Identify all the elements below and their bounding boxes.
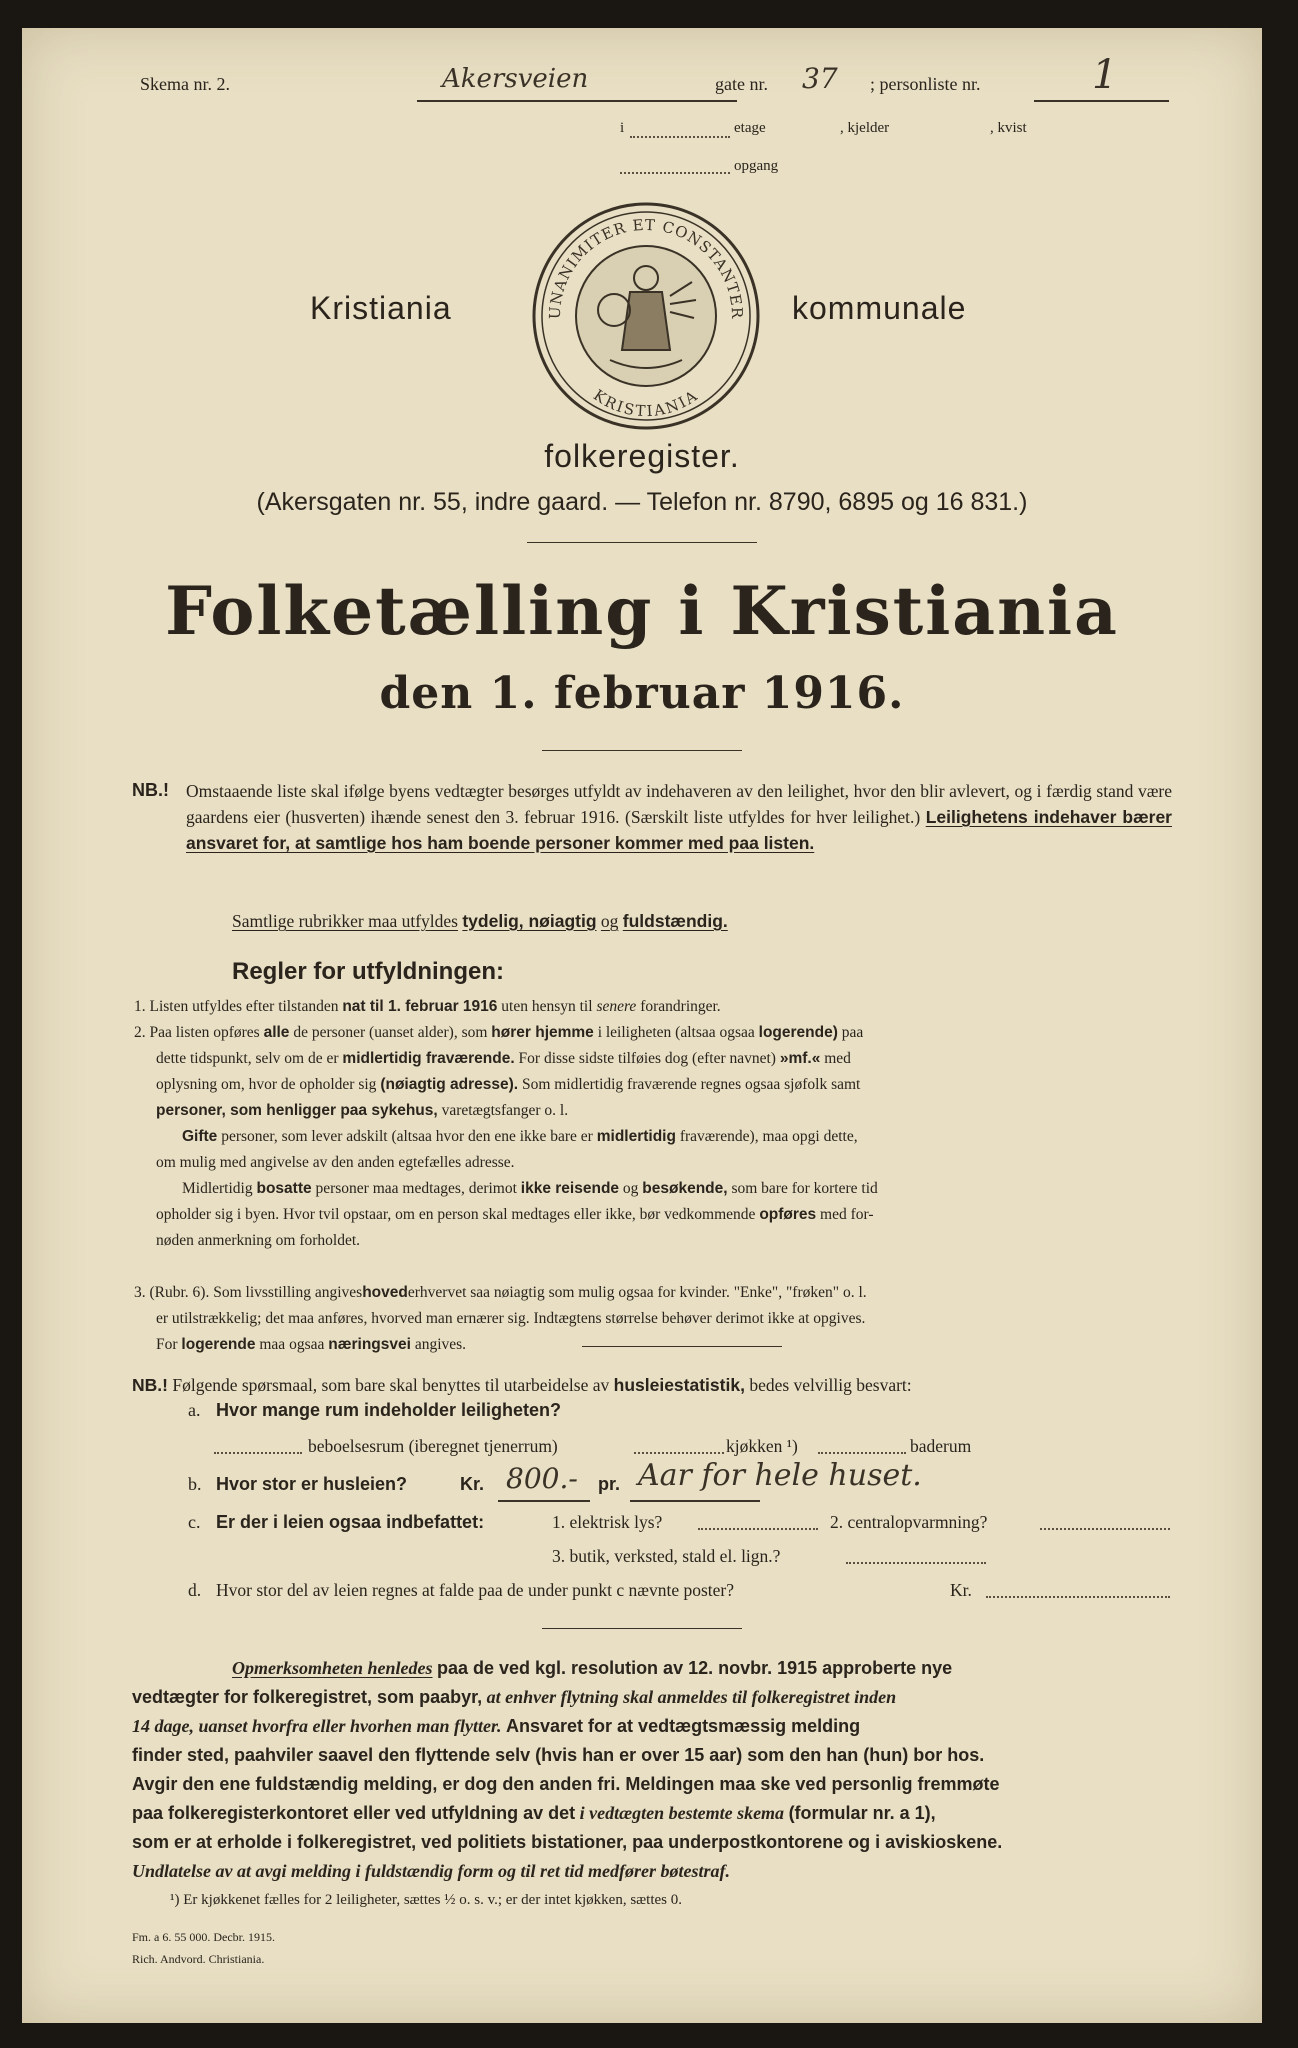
qb-value: 800.- — [506, 1462, 578, 1495]
i-label: i — [620, 120, 625, 136]
qa-kjokken: kjøkken ¹) — [726, 1436, 798, 1456]
etage-label: etage — [734, 120, 766, 136]
qb-text: Hvor stor er husleien? — [216, 1474, 408, 1494]
personliste-label: ; personliste nr. — [870, 74, 981, 94]
notice-l1: paa de ved kgl. resolution av 12. novbr. 1915 approberte nye — [437, 1658, 953, 1678]
rule-2-l1c: de personer (uanset alder), som — [293, 1024, 488, 1041]
notice-l8: Undlatelse av at avgi melding i fuldstændig form og til ret tid medfører bøtestraf. — [132, 1861, 730, 1881]
svg-text:UNANIMITER ET CONSTANTER: UNANIMITER ET CONSTANTER — [545, 215, 747, 320]
divider-nb2 — [542, 1628, 742, 1629]
kristiania-label: Kristiania — [310, 290, 452, 326]
qc-1: 1. elektrisk lys? — [552, 1512, 663, 1532]
rule-3-l3c: maa ogsaa — [259, 1336, 325, 1353]
rule-2-l1f: logerende) — [758, 1024, 838, 1041]
nb1-text: Omstaaende liste skal ifølge byens vedtægter besørges utfyldt av indehaveren av den leilighet, hvor den blir avlevert, og i færdig stand være gaardens eier (husverten) ihænde senest den 3. februar 1916. (Særskilt liste utfyldes for hver leilighet.) — [186, 781, 1172, 827]
kvist-label: , kvist — [990, 120, 1027, 136]
kommunale-label: kommunale — [792, 290, 967, 326]
rule-2-l5b: personer, som lever adskilt (altsaa hvor den ene ikke bare er — [221, 1128, 593, 1145]
qa-label: a. — [188, 1400, 201, 1420]
rule-1 — [134, 994, 1174, 1020]
rule-3-l1c: erhvervet saa nøiagtig som mulig ogsaa for kvinder. "Enke", "frøken" o. l. — [407, 1284, 867, 1301]
skema-label: Skema nr. 2. — [140, 74, 230, 94]
notice-l6c: (formular nr. a 1), — [788, 1803, 936, 1823]
qa-text: Hvor mange rum indeholder leiligheten? — [216, 1400, 562, 1420]
nb1-p2-pre: Samtlige rubrikker maa utfyldes — [232, 911, 458, 931]
divider-rules — [582, 1346, 782, 1347]
rule-2 — [134, 1020, 1174, 1254]
nb1-p2-mid: og — [600, 911, 619, 931]
rule-2-l3c: Som midlertidig fraværende regnes ogsaa sjøfolk samt — [522, 1076, 861, 1093]
qd-kr: Kr. — [950, 1580, 972, 1600]
nb1-label: NB.! — [132, 780, 169, 800]
rules-heading: Regler for utfyldningen: — [232, 958, 504, 985]
rule-2-l5d: fraværende), maa opgi dette, — [679, 1128, 858, 1145]
qa-beboelse-dots — [214, 1452, 302, 1454]
rule-2-l2d: »mf.« — [779, 1050, 821, 1067]
rule-3-l1b: hoved — [362, 1284, 408, 1301]
rule-3-l3b: logerende — [181, 1336, 256, 1353]
qc-3: 3. butik, verksted, stald el. lign.? — [552, 1546, 781, 1566]
qa-baderum: baderum — [910, 1436, 972, 1456]
rule-2-l7e: og — [622, 1180, 639, 1197]
nb2-label: NB.! — [132, 1375, 168, 1395]
qb-label: b. — [188, 1474, 202, 1494]
notice-l6b: i vedtægten bestemte skema — [579, 1803, 785, 1823]
rule-2-l4a: personer, som henligger paa sykehus, — [156, 1102, 438, 1119]
nb1-line2 — [232, 908, 1132, 934]
page-title: Folketælling i Kristiania — [165, 572, 1119, 650]
rule-1-c: uten hensyn til — [501, 998, 593, 1015]
rule-2-l3b: (nøiagtig adresse). — [380, 1076, 519, 1093]
folkeregister-label: folkeregister. — [544, 438, 740, 474]
rule-2-l2b: midlertidig fraværende. — [342, 1050, 515, 1067]
nb2-intro-b: husleiestatistik, — [613, 1375, 745, 1395]
rule-2-l1b: alle — [263, 1024, 290, 1041]
rule-2-l7g: som bare for kortere tid — [731, 1180, 878, 1197]
rule-1-num: 1. — [134, 998, 146, 1015]
notice-l5: Avgir den ene fuldstændig melding, er dog den anden fri. Meldingen maa ske ved personlig fremmøte — [132, 1774, 1000, 1794]
notice-paragraph — [132, 1654, 1177, 1886]
kjelder-label: , kjelder — [840, 120, 890, 136]
page-subtitle: den 1. februar 1916. — [379, 668, 905, 719]
gate-nr-value: 37 — [802, 62, 838, 95]
rule-2-l7b: bosatte — [256, 1180, 312, 1197]
rule-2-l8a: opholder sig i byen. Hvor tvil opstaar, om en person skal medtages eller ikke, bør vedkommende — [156, 1206, 756, 1223]
rule-2-l9: nøden anmerkning om forholdet. — [156, 1232, 361, 1249]
notice-l3a: 14 dage, uanset hvorfra eller hvorhen man flytter. — [132, 1716, 502, 1736]
rule-1-d: senere — [596, 998, 637, 1015]
rule-2-l1a: Paa listen opføres — [149, 1024, 260, 1041]
qd-dots — [986, 1596, 1170, 1598]
personliste-line — [1034, 100, 1169, 102]
qa-baderum-dots — [818, 1452, 906, 1454]
rule-2-l7a: Midlertidig — [182, 1180, 253, 1197]
opgang-dots — [620, 172, 730, 174]
qc-label: c. — [188, 1512, 201, 1532]
notice-l3b: Ansvaret for at vedtægtsmæssig melding — [506, 1716, 861, 1736]
nb1-bold-text: Leilighetens indehaver bærer ansvaret for, at samtlige hos ham boende personer kommer med paa listen. — [186, 807, 1172, 853]
rule-3-num: 3. — [134, 1284, 146, 1301]
qc-1-dots — [698, 1528, 818, 1530]
qa-beboelse: beboelsesrum (iberegnet tjenerrum) — [308, 1436, 558, 1456]
city-seal — [530, 200, 762, 432]
rule-2-l8c: med for- — [820, 1206, 874, 1223]
printer-line-1: Fm. a 6. 55 000. Decbr. 1915. — [132, 1930, 275, 1944]
gate-nr-label: gate nr. — [715, 74, 768, 94]
notice-l2a: vedtægter for folkeregistret, som paabyr, — [132, 1687, 483, 1707]
footnote: ¹) Er kjøkkenet fælles for 2 leiligheter, sættes ½ o. s. v.; er der intet kjøkken, sættes 0. — [170, 1892, 682, 1908]
qc-2-dots — [1040, 1528, 1170, 1530]
notice-l4: finder sted, paahviler saavel den flyttende selv (hvis han er over 15 aar) som den han (hun) bor hos. — [132, 1745, 985, 1765]
divider-top — [527, 542, 757, 543]
qa-kjokken-dots — [634, 1452, 724, 1454]
etage-dots — [630, 136, 730, 138]
notice-l2b: at enhver flytning skal anmeldes til folkeregistret inden — [486, 1687, 897, 1707]
notice-lead: Opmerksomheten henledes — [232, 1658, 433, 1678]
rule-1-a: Listen utfyldes efter tilstanden — [149, 998, 339, 1015]
rule-3-l3d: næringsvei — [328, 1336, 411, 1353]
rule-3-l2: er utilstrækkelig; det maa anføres, hvorved man ernærer sig. Indtægtens størrelse behøver derimot ikke at opgives. — [156, 1310, 866, 1327]
rule-2-l2e: med — [824, 1050, 851, 1067]
rule-2-l2a: dette tidspunkt, selv om de er — [156, 1050, 339, 1067]
rule-2-l8b: opføres — [759, 1206, 817, 1223]
qb-period-hw: Aar for hele huset. — [638, 1458, 922, 1493]
seal-icon — [530, 200, 762, 432]
rule-2-l7f: besøkende, — [642, 1180, 728, 1197]
qb-period-line — [630, 1500, 760, 1502]
personliste-value: 1 — [1092, 52, 1118, 98]
rule-1-e: forandringer. — [640, 998, 721, 1015]
notice-l6a: paa folkeregisterkontoret eller ved utfyldning av det — [132, 1803, 576, 1823]
divider-title — [542, 750, 742, 751]
qd-label: d. — [188, 1580, 202, 1600]
rule-2-l4b: varetægtsfanger o. l. — [441, 1102, 569, 1119]
svg-text:KRISTIANIA: KRISTIANIA — [590, 385, 702, 421]
qb-kr: Kr. — [460, 1474, 485, 1494]
rule-2-l1e: i leiligheten (altsaa ogsaa — [597, 1024, 755, 1041]
qc-3-dots — [846, 1562, 986, 1564]
nb1-p2-bold1: tydelig, nøiagtig — [462, 911, 597, 931]
qd-text: Hvor stor del av leien regnes at falde paa de under punkt c nævnte poster? — [216, 1580, 735, 1600]
rule-2-l1d: hører hjemme — [491, 1024, 594, 1041]
street-name-handwritten: Akersveien — [442, 64, 589, 94]
rule-2-l1g: paa — [841, 1024, 864, 1041]
nb1-p2-bold2: fuldstændig. — [622, 911, 728, 931]
rule-2-l7d: ikke reisende — [520, 1180, 620, 1197]
nb2-intro-a: Følgende spørsmaal, som bare skal benyttes til utarbeidelse av — [172, 1375, 610, 1395]
rule-2-l7c: personer maa medtages, derimot — [315, 1180, 517, 1197]
nb2-intro — [132, 1372, 1177, 1398]
qb-value-line — [498, 1500, 590, 1502]
rule-1-b: nat til 1. februar 1916 — [342, 998, 498, 1015]
rule-2-l6: om mulig med angivelse av den anden egtefælles adresse. — [156, 1154, 515, 1171]
rule-2-num: 2. — [134, 1024, 146, 1041]
street-line — [417, 100, 737, 102]
qc-2: 2. centralopvarmning? — [830, 1512, 988, 1532]
rule-3-l3a: For — [156, 1336, 178, 1353]
opgang-label: opgang — [734, 158, 779, 174]
rule-2-l2c: For disse sidste tilføies dog (efter navnet) — [518, 1050, 776, 1067]
qc-text: Er der i leien ogsaa indbefattet: — [216, 1512, 485, 1532]
office-address: (Akersgaten nr. 55, indre gaard. — Telefon nr. 8790, 6895 og 16 831.) — [256, 488, 1028, 516]
rule-3-l3e: angives. — [414, 1336, 467, 1353]
nb2-intro-c: bedes velvillig besvart: — [749, 1375, 912, 1395]
qb-pr: pr. — [598, 1474, 621, 1494]
rule-2-l5a: Gifte — [182, 1128, 218, 1145]
notice-l7: som er at erholde i folkeregistret, ved politiets bistationer, paa underpostkontorene og i aviskioskene. — [132, 1832, 1003, 1852]
document-page — [22, 28, 1262, 2023]
printer-line-2: Rich. Andvord. Christiania. — [132, 1952, 265, 1966]
rule-3-l1a: (Rubr. 6). Som livsstilling angives — [149, 1284, 363, 1301]
nb1-paragraph — [186, 778, 1172, 856]
rule-2-l3a: oplysning om, hvor de opholder sig — [156, 1076, 377, 1093]
rule-2-l5c: midlertidig — [596, 1128, 676, 1145]
